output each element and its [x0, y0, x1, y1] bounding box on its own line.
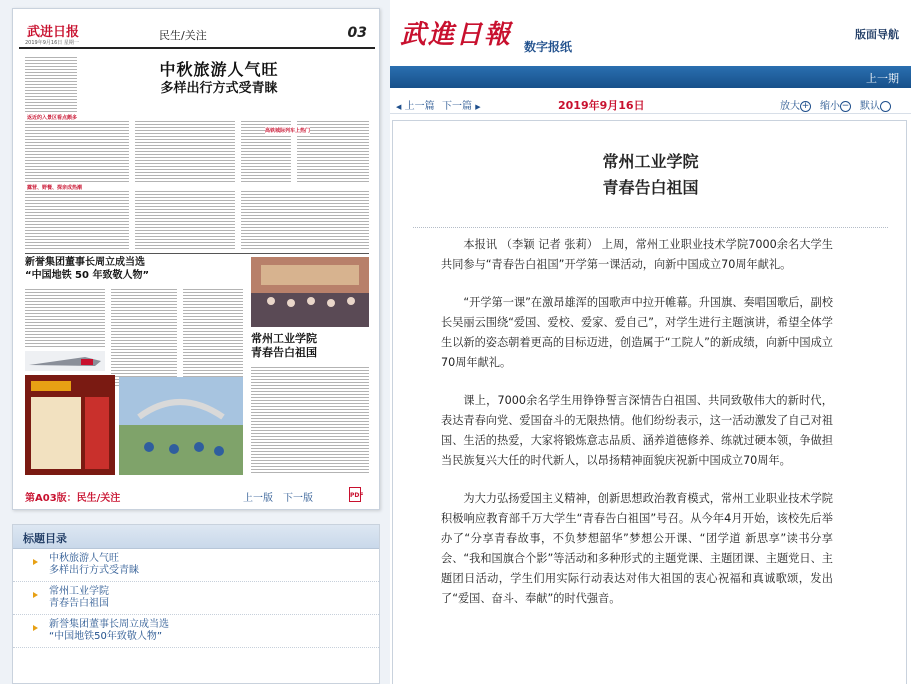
toc-item-line[interactable]: 多样出行方式受青睐 — [49, 565, 139, 576]
bullet-icon — [33, 559, 38, 565]
minus-icon: − — [841, 100, 850, 111]
title-directory — [12, 524, 380, 684]
next-page-link[interactable]: 下一版 — [283, 493, 313, 504]
article-body — [441, 235, 833, 627]
subhead: 高铁城际列车上热门 — [265, 128, 311, 134]
site-subtitle: 数字报纸 — [524, 40, 573, 54]
right-arrow-icon: ▶ — [475, 103, 481, 111]
prev-article-link[interactable]: ◀ 上一篇 — [396, 101, 435, 112]
page-article-title-line1[interactable]: 常州工业学院 — [251, 332, 317, 345]
feature-title-line1[interactable]: 新誉集团董事长周立成当选 — [25, 257, 145, 268]
toc-item-line[interactable]: 中秋旅游人气旺 — [49, 553, 119, 564]
newspaper-page-content — [19, 15, 375, 485]
page-date: 2019年9月16日 星期一 — [25, 40, 79, 46]
plus-icon: + — [801, 100, 810, 111]
text-column — [183, 287, 243, 387]
text-column — [111, 287, 177, 387]
previous-issue-link[interactable]: 上一期 — [866, 72, 899, 85]
page-label: 第A03版：民生/关注 — [25, 493, 121, 504]
article-paragraph: 为大力弘扬爱国主义精神，创新思想政治教育模式，常州工业职业技术学院积极响应教育部千万大学生“青春告白祖国”号召。从今年4月开始，该校先后举办了“分享青春故事，不负梦想韶华”梦想公开课、“团学道 新思享”读书分享会、“我和国旗合个影”等活动和多种形式的主题党课、主题团课、主题党日、主题团日活动，学生们用实际行动表达对伟大祖国的衷心祝福和真诚歌颂，发出了“爱国、奋斗、奉献”的时代强音。 — [441, 492, 833, 605]
page-headline[interactable]: 中秋旅游人气旺 — [159, 60, 279, 79]
article-paragraph: “开学第一课”在激昂雄浑的国歌声中拉开帷幕。升国旗、奏唱国歌后，副校长吴丽云围绕“爱国、爱校、爱家、爱自己”，对学生进行主题演讲，希望全体学生以新的姿态朝着更高的目标迈进，创造属于“工院人”的新成绩，向新中国成立70周年献礼。 — [441, 296, 833, 369]
pdf-icon[interactable]: PDF — [349, 487, 361, 502]
zoom-in-button[interactable]: 放大 + — [780, 100, 810, 112]
default-size-button[interactable]: 默认 — [860, 97, 891, 112]
page-article-title-line2[interactable]: 青春告白祖国 — [251, 346, 317, 359]
article-paragraph: 课上，7000余名学生用铮铮誓言深情告白祖国、共同致敬伟大的新时代，表达青春向党、爱国奋斗的无限热情。他们纷纷表示，这一活动激发了自己对祖国、生活的热爱，大家将锻炼意志品质、涵养道德修养、练就过硬本领，争做担当民族复兴大任的时代新人，以昂扬精神面貌庆祝新中国成立70周年。 — [441, 394, 833, 467]
article-paragraph: 本报讯 （李颖 记者 张莉） 上周，常州工业职业技术学院7000余名大学生共同参与“青春告白祖国”开学第一课活动，向新中国成立70周年献礼。 — [441, 238, 833, 271]
left-arrow-icon: ◀ — [396, 103, 402, 111]
article-title-line1: 常州工业学院 — [602, 152, 699, 171]
toc-item[interactable] — [13, 615, 379, 648]
issue-date: 2019年9月16日 — [558, 99, 645, 112]
text-column — [25, 55, 77, 113]
page-footer — [19, 487, 375, 505]
text-column — [241, 189, 369, 249]
divider — [25, 253, 369, 254]
text-column — [135, 119, 235, 183]
infographic-image — [25, 375, 115, 475]
text-column — [25, 189, 129, 249]
feature-title-line2[interactable]: “中国地铁 50 年致敬人物” — [25, 270, 150, 281]
text-column — [25, 287, 105, 347]
ceremony-photo — [251, 257, 369, 327]
toc-item-line[interactable]: “中国地铁50年致敬人物” — [49, 631, 163, 642]
page-number: 03 — [347, 25, 367, 41]
prev-page-link[interactable]: 上一版 — [243, 493, 273, 504]
page-subheadline[interactable]: 多样出行方式受青睐 — [160, 81, 278, 96]
text-column — [135, 189, 235, 249]
toc-item[interactable] — [13, 582, 379, 615]
text-column — [25, 119, 129, 183]
train-photo — [25, 351, 105, 371]
toc-header: 标题目录 — [13, 525, 379, 549]
page-header — [19, 15, 375, 49]
page-navigation-link[interactable]: 版面导航 — [855, 28, 899, 41]
toc-item-line[interactable]: 新誉集团董事长周立成当选 — [49, 619, 169, 630]
campus-photo — [119, 377, 243, 475]
article-title-line2: 青春告白祖国 — [602, 178, 699, 197]
bullet-icon — [33, 625, 38, 631]
subhead: 露营、野餐、探亲成热潮 — [27, 185, 83, 191]
bullet-icon — [33, 592, 38, 598]
zoom-out-button[interactable]: 缩小 − — [820, 100, 850, 112]
blue-bar — [390, 66, 911, 88]
left-panel — [0, 0, 390, 684]
toc-item[interactable] — [13, 549, 379, 582]
circle-icon — [880, 101, 891, 112]
toc-item-line[interactable]: 青春告白祖国 — [49, 598, 109, 609]
masthead — [390, 0, 911, 64]
divider — [413, 227, 888, 228]
page-section: 民生/关注 — [159, 29, 207, 42]
page-logo: 武进日报 — [27, 25, 80, 40]
text-column — [251, 365, 369, 475]
subhead: 返近的入景区看点颇多 — [27, 115, 78, 121]
next-article-link[interactable]: 下一篇 ▶ — [442, 101, 481, 112]
article-container — [392, 120, 907, 684]
site-logo[interactable]: 武進日報 — [400, 20, 513, 50]
article-toolbar — [390, 94, 911, 114]
newspaper-page-thumbnail[interactable] — [12, 8, 380, 510]
article-title — [393, 149, 908, 201]
toc-item-line[interactable]: 常州工业学院 — [49, 586, 109, 597]
right-panel — [390, 0, 911, 684]
